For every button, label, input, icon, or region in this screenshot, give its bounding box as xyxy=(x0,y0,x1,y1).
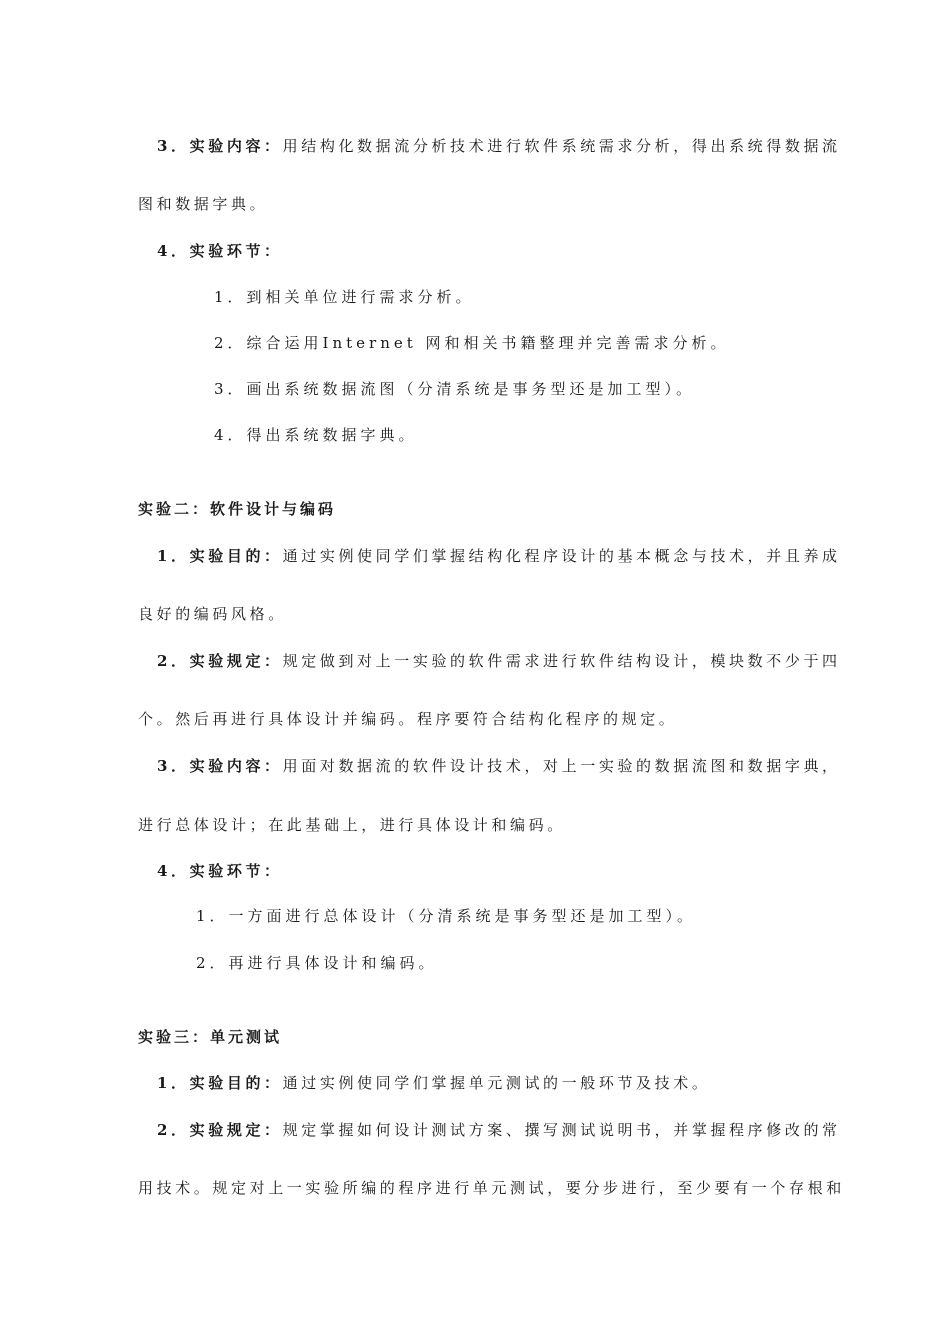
exp3-rules-continuation: 用技术。规定对上一实验所编的程序进行单元测试，要分步进行，至少要有一个存根和 xyxy=(138,1179,845,1197)
item-text: 规定做到对上一实验的软件需求进行软件结构设计，模块数不少于四 xyxy=(282,652,841,670)
item-label: 实验目的： xyxy=(189,1074,283,1092)
item-label: 实验规定： xyxy=(189,652,283,670)
exp2-step-2: 2．再进行具体设计和编码。 xyxy=(196,954,438,972)
exp2-title: 实验二：软件设计与编码 xyxy=(138,500,337,518)
item-number: 4． xyxy=(157,242,190,260)
item-label: 实验环节： xyxy=(189,242,283,260)
item-number: 1． xyxy=(157,1074,190,1092)
item-text: 通过实例使同学们掌握单元测试的一般环节及技术。 xyxy=(282,1074,711,1092)
exp3-title: 实验三：单元测试 xyxy=(138,1028,283,1046)
item-text: 用面对数据流的软件设计技术，对上一实验的数据流图和数据字典， xyxy=(282,757,841,775)
exp1-step-4: 4．得出系统数据字典。 xyxy=(214,426,418,444)
exp1-step-3: 3．画出系统数据流图（分清系统是事务型还是加工型）。 xyxy=(214,380,696,398)
item-label: 实验目的： xyxy=(189,547,283,565)
item-label: 实验内容： xyxy=(189,137,283,155)
exp2-rules-continuation: 个。然后再进行具体设计并编码。程序要符合结构化程序的规定。 xyxy=(138,710,678,728)
item-label: 实验内容： xyxy=(189,757,283,775)
item-number: 2． xyxy=(157,652,190,670)
exp2-steps-line xyxy=(157,861,283,881)
item-text: 规定掌握如何设计测试方案、撰写测试说明书，并掌握程序修改的常 xyxy=(282,1121,841,1139)
exp1-steps-line xyxy=(157,241,283,261)
exp3-purpose-line xyxy=(157,1073,710,1093)
exp1-step-2: 2．综合运用Internet 网和相关书籍整理并完善需求分析。 xyxy=(214,334,730,352)
item-text: 通过实例使同学们掌握结构化程序设计的基本概念与技术，并且养成 xyxy=(282,547,841,565)
item-label: 实验规定： xyxy=(189,1121,283,1139)
exp1-content-continuation: 图和数据字典。 xyxy=(138,195,269,213)
exp2-purpose-line xyxy=(157,546,841,566)
item-label: 实验环节： xyxy=(189,862,283,880)
exp2-step-1: 1．一方面进行总体设计（分清系统是事务型还是加工型）。 xyxy=(196,907,697,925)
exp2-content-continuation: 进行总体设计；在此基础上，进行具体设计和编码。 xyxy=(138,816,566,834)
item-text: 用结构化数据流分析技术进行软件系统需求分析，得出系统得数据流 xyxy=(282,137,841,155)
exp2-purpose-continuation: 良好的编码风格。 xyxy=(138,605,287,623)
exp3-rules-line xyxy=(157,1120,841,1140)
exp2-content-line xyxy=(157,756,841,776)
item-number: 2． xyxy=(157,1121,190,1139)
item-number: 4． xyxy=(157,862,190,880)
item-number: 1． xyxy=(157,547,190,565)
exp1-step-1: 1．到相关单位进行需求分析。 xyxy=(214,288,475,306)
exp1-content-line xyxy=(157,136,841,156)
item-number: 3． xyxy=(157,757,190,775)
item-number: 3． xyxy=(157,137,190,155)
exp2-rules-line xyxy=(157,651,841,671)
